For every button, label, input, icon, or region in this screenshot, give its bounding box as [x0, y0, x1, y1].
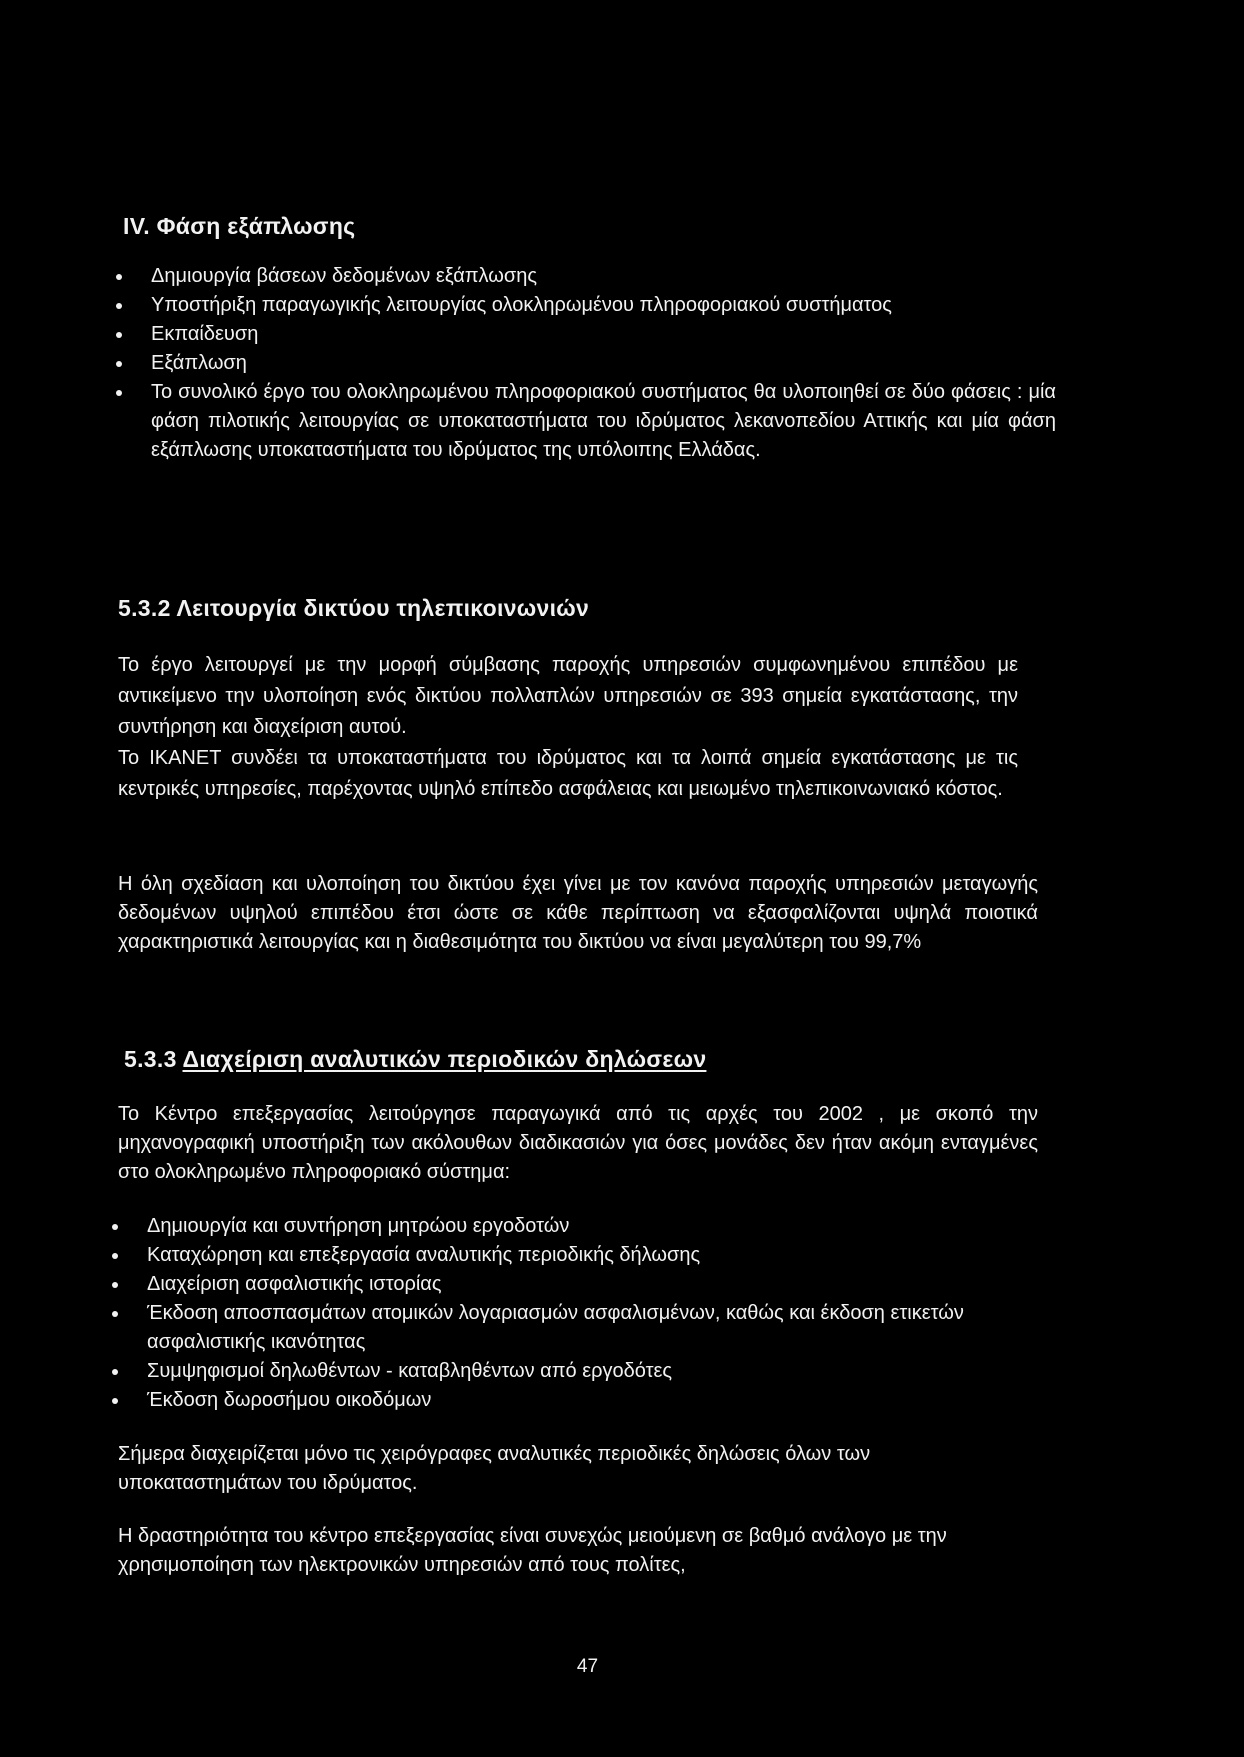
list-item-text: Έκδοση αποσπασμάτων ατομικών λογαριασμών ασφαλισμένων, καθώς και έκδοση ετικετών ασφαλιστικής ικανότητας [147, 1302, 964, 1353]
bullet-icon [116, 361, 122, 367]
list-item-text: Δημιουργία και συντήρηση μητρώου εργοδοτών [147, 1215, 570, 1237]
bullet-icon [112, 1282, 118, 1288]
list-item-text: Το συνολικό έργο του ολοκληρωμένου πληροφοριακού συστήματος θα υλοποιηθεί σε δύο φάσεις : μία φάση πιλοτικής λειτουργίας σε υποκαταστήματα του ιδρύματος λεκανοπεδίου Αττικής και μία φάση εξάπλωσης υποκαταστήματα του ιδρύματος της υπόλοιπης Ελλάδας. [151, 381, 1056, 461]
list-item-text: Συμψηφισμοί δηλωθέντων - καταβληθέντων από εργοδότες [147, 1360, 673, 1382]
section-533-intro [118, 1100, 1038, 1187]
section-title: Διαχείριση αναλυτικών περιοδικών δηλώσεων [182, 1046, 707, 1072]
section-iv-heading: IV. Φάση εξάπλωσης [123, 213, 356, 239]
list-item-text: Εξάπλωση [151, 352, 247, 374]
bullet-icon [112, 1369, 118, 1375]
paragraph: Η δραστηριότητα του κέντρο επεξεργασίας είναι συνεχώς μειούμενη σε βαθμό ανάλογο με την χρησιμοποίηση των ηλεκτρονικών υπηρεσιών από τους πολίτες, [118, 1525, 947, 1576]
section-533-bullet-list [112, 1212, 1012, 1415]
bullet-icon [116, 390, 122, 396]
bullet-icon [112, 1311, 118, 1317]
paragraph: Το έργο λειτουργεί με την μορφή σύμβασης παροχής υπηρεσιών συμφωνημένου επιπέδου με αντικείμενο την υλοποίηση ενός δικτύου πολλαπλών υπηρεσιών σε 393 σημεία εγκατάστασης, την συντήρηση και διαχείριση αυτού. [118, 654, 1018, 738]
bullet-icon [112, 1253, 118, 1259]
list-item-text: Εκπαίδευση [151, 323, 259, 345]
bullet-icon [116, 303, 122, 309]
bullet-icon [116, 274, 122, 280]
list-item [116, 291, 1056, 320]
list-item-text: Διαχείριση ασφαλιστικής ιστορίας [147, 1273, 442, 1295]
list-item-text: Έκδοση δωροσήμου οικοδόμων [147, 1389, 432, 1411]
page-number: 47 [576, 1656, 599, 1677]
paragraph: Το Κέντρο επεξεργασίας λειτούργησε παραγωγικά από τις αρχές του 2002 , με σκοπό την μηχανογραφική υποστήριξη των ακόλουθων διαδικασιών για όσες μονάδες δεν ήταν ακόμη ενταγμένες στο ολοκληρωμένο πληροφοριακό σύστημα: [118, 1103, 1038, 1183]
list-item [112, 1299, 1027, 1357]
list-item [112, 1357, 1012, 1386]
section-iv-bullet-list [116, 262, 1056, 465]
list-item [112, 1386, 1012, 1415]
section-532-body [118, 650, 1018, 805]
list-item [112, 1212, 1012, 1241]
section-532-body-2 [118, 870, 1038, 957]
paragraph: Σήμερα διαχειρίζεται μόνο τις χειρόγραφες αναλυτικές περιοδικές δηλώσεις όλων των υποκαταστημάτων του ιδρύματος. [118, 1443, 871, 1494]
list-item [116, 349, 1056, 378]
list-item-text: Υποστήριξη παραγωγικής λειτουργίας ολοκληρωμένου πληροφοριακού συστήματος [151, 294, 892, 316]
section-533-paragraph-2 [118, 1440, 1038, 1498]
paragraph: Η όλη σχεδίαση και υλοποίηση του δικτύου έχει γίνει με τον κανόνα παροχής υπηρεσιών μεταγωγής δεδομένων υψηλού επιπέδου έτσι ώστε σε κάθε περίπτωση να εξασφαλίζονται υψηλά ποιοτικά χαρακτηριστικά λειτουργίας και η διαθεσιμότητα του δικτύου να είναι μεγαλύτερη του 99,7% [118, 873, 1038, 953]
bullet-icon [112, 1224, 118, 1230]
section-number: 5.3.3 [124, 1046, 177, 1072]
section-533-heading [124, 1044, 706, 1074]
bullet-icon [116, 332, 122, 338]
list-item [112, 1270, 1012, 1299]
list-item-text: Δημιουργία βάσεων δεδομένων εξάπλωσης [151, 265, 537, 287]
section-533-paragraph-3 [118, 1522, 1038, 1580]
list-item [116, 378, 1056, 465]
list-item [116, 262, 1056, 291]
list-item-text: Καταχώρηση και επεξεργασία αναλυτικής περιοδικής δήλωσης [147, 1244, 701, 1266]
section-532-heading: 5.3.2 Λειτουργία δικτύου τηλεπικοινωνιών [118, 595, 590, 621]
paragraph: Το ΙΚΑΝΕΤ συνδέει τα υποκαταστήματα του ιδρύματος και τα λοιπά σημεία εγκατάστασης με τις κεντρικές υπηρεσίες, παρέχοντας υψηλό επίπεδο ασφάλειας και μειωμένο τηλεπικοινωνιακό κόστος. [118, 747, 1018, 800]
list-item [116, 320, 1056, 349]
bullet-icon [112, 1398, 118, 1404]
list-item [112, 1241, 1012, 1270]
